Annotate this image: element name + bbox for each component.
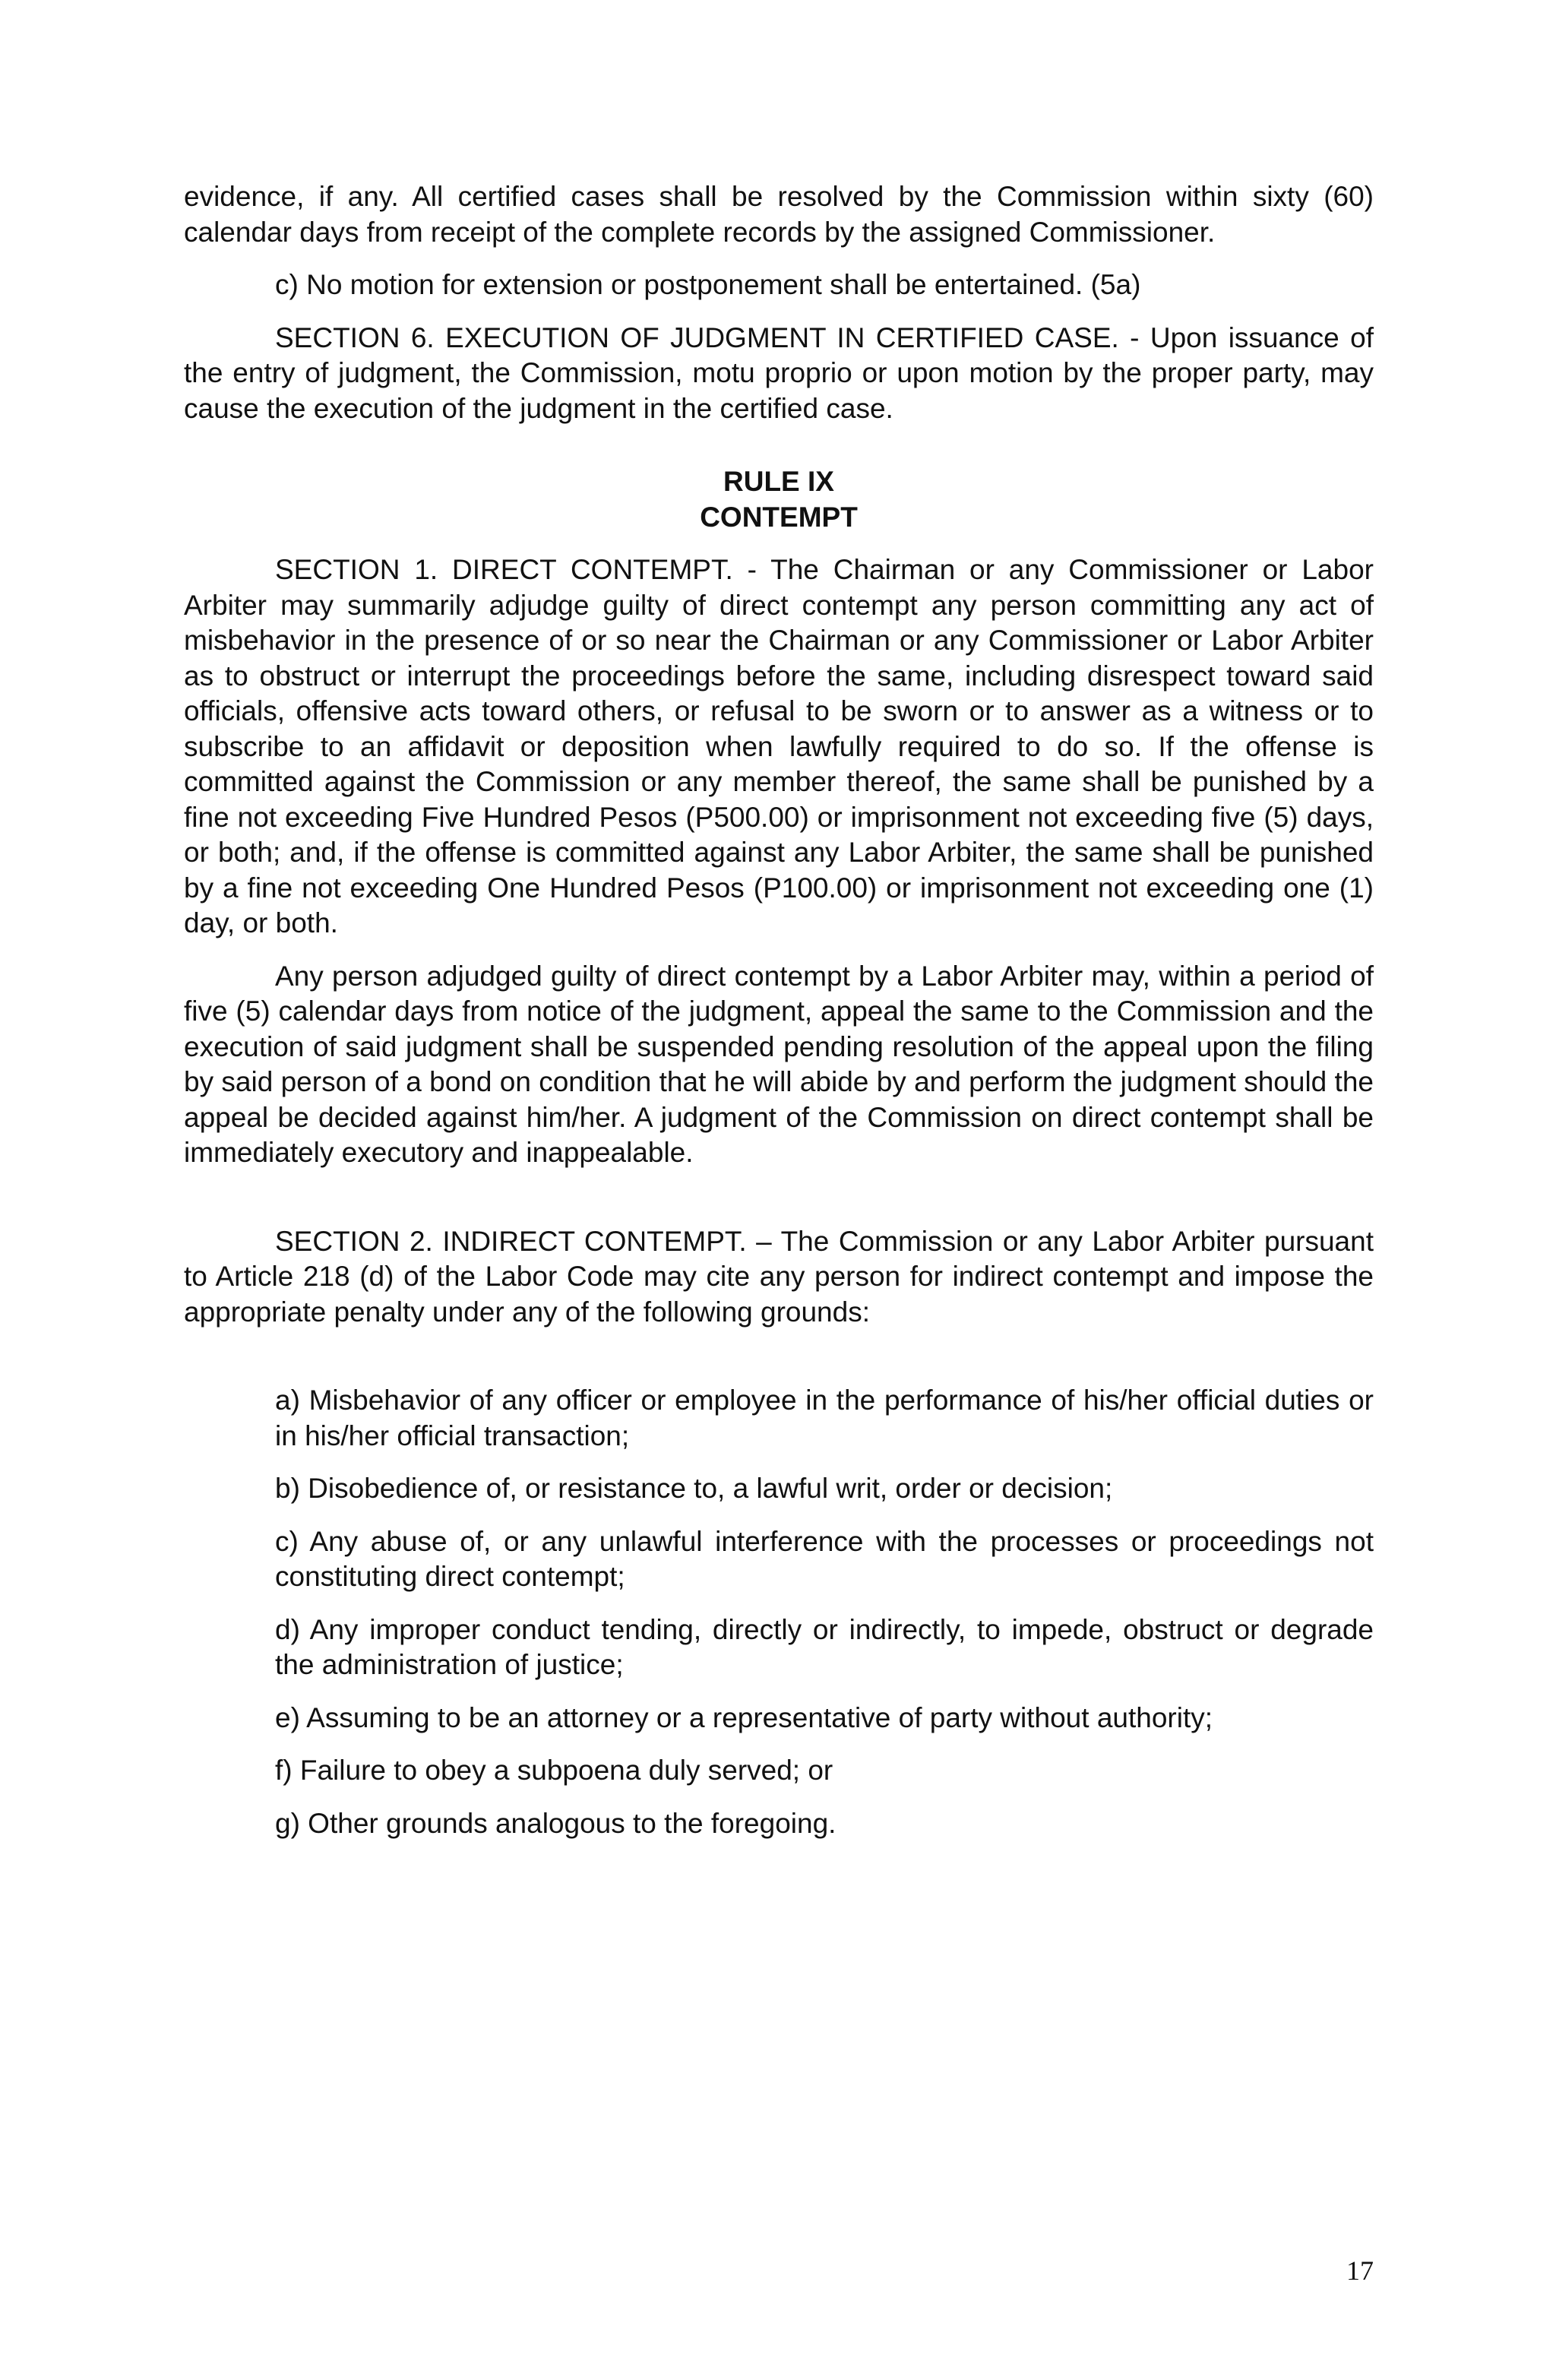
ground-item: f) Failure to obey a subpoena duly served; or [275,1755,833,1786]
ground-item: c) Any abuse of, or any unlawful interference with the processes or proceedings not constituting direct contempt; [275,1525,1374,1592]
section-1-paragraph: SECTION 1. DIRECT CONTEMPT. - The Chairman or any Commissioner or Labor Arbiter may summarily adjudge guilty of direct contempt any person committing any act of misbehavior in the presence of or so near the Chairman or any Commissioner or Labor Arbiter as to obstruct or interrupt the proceedings before the same, including disrespect toward said officials, offensive acts toward others, or refusal to be sworn or to answer as a witness or to subscribe to an affidavit or deposition when lawfully required to do so. If the offense is committed against the Commission or any member thereof, the same shall be punished by a fine not exceeding Five Hundred Pesos (P500.00) or imprisonment not exceeding five (5) days, or both; and, if the offense is committed against any Labor Arbiter, the same shall be punished by a fine not exceeding One Hundred Pesos (P100.00) or imprisonment not exceeding one (1) day, or both. [184,554,1374,938]
ground-item: b) Disobedience of, or resistance to, a lawful writ, order or decision; [275,1473,1113,1504]
ground-item: a) Misbehavior of any officer or employee in the performance of his/her official duties or in his/her official transaction; [275,1385,1374,1451]
rule-subtitle: CONTEMPT [700,501,858,533]
appeal-paragraph: Any person adjudged guilty of direct contempt by a Labor Arbiter may, within a period of five (5) calendar days from notice of the judgment, appeal the same to the Commission and the execution of said judgment shall be suspended pending resolution of the appeal upon the filing by said person of a bond on condition that he will abide by and perform the judgment should the appeal be decided against him/her. A judgment of the Commission on direct contempt shall be immediately executory and inappealable. [184,960,1374,1168]
ground-item: g) Other grounds analogous to the foregoing. [275,1807,837,1839]
section-6-paragraph: SECTION 6. EXECUTION OF JUDGMENT IN CERTIFIED CASE. - Upon issuance of the entry of judgment, the Commission, motu proprio or upon motion by the proper party, may cause the execution of the judgment in the certified case. [184,321,1374,424]
section-2-paragraph: SECTION 2. INDIRECT CONTEMPT. – The Commission or any Labor Arbiter pursuant to Article 218 (d) of the Labor Code may cite any person for indirect contempt and impose the appropriate penalty under any of the following grounds: [184,1225,1374,1328]
ground-item: d) Any improper conduct tending, directly or indirectly, to impede, obstruct or degrade the administration of justice; [275,1613,1374,1680]
document-body [184,179,1374,1841]
item-c-no-extension: c) No motion for extension or postponement shall be entertained. (5a) [275,269,1141,300]
page-number: 17 [1346,2255,1374,2286]
rule-title: RULE IX [723,466,834,497]
ground-item: e) Assuming to be an attorney or a representative of party without authority; [275,1701,1213,1733]
continued-paragraph: evidence, if any. All certified cases shall be resolved by the Commission within sixty (60) calendar days from receipt of the complete records by the assigned Commissioner. [184,181,1374,248]
